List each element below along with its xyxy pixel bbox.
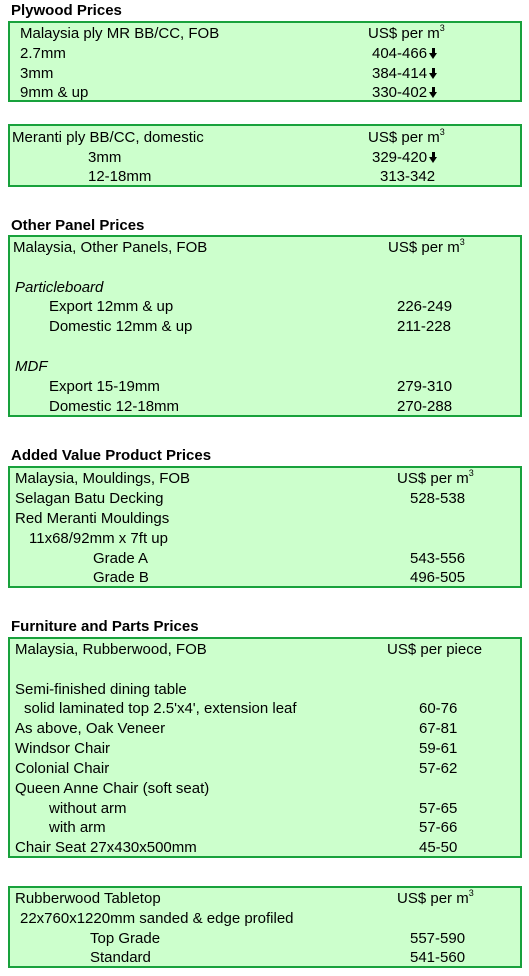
table-header bbox=[10, 889, 520, 908]
unit-label: US$ per piece bbox=[387, 641, 483, 658]
tabletop-table bbox=[8, 886, 522, 968]
row-label: Export 12mm & up bbox=[49, 298, 174, 315]
table-header bbox=[10, 24, 520, 43]
table-row bbox=[10, 64, 520, 83]
row-label: without arm bbox=[49, 800, 127, 817]
added-value-table bbox=[8, 466, 522, 588]
table-row bbox=[10, 377, 520, 396]
row-label: Export 15-19mm bbox=[49, 378, 160, 395]
table-header bbox=[10, 128, 520, 147]
row-value: 59-61 bbox=[419, 740, 458, 757]
table-row bbox=[10, 739, 520, 758]
row-value: 67-81 bbox=[419, 720, 458, 737]
row-value: 404-466 bbox=[372, 44, 438, 63]
row-label: with arm bbox=[49, 819, 106, 836]
other-panel-heading: Other Panel Prices bbox=[11, 217, 145, 234]
row-label: Chair Seat 27x430x500mm bbox=[15, 839, 197, 856]
table-row bbox=[10, 83, 520, 102]
row-label: 22x760x1220mm sanded & edge profiled bbox=[20, 910, 294, 927]
row-label: 11x68/92mm x 7ft up bbox=[29, 530, 168, 547]
down-arrow-icon bbox=[429, 87, 438, 98]
table-row bbox=[10, 838, 520, 857]
row-label: 3mm bbox=[20, 65, 54, 82]
row-value: 57-65 bbox=[419, 800, 458, 817]
table-title: Malaysia ply MR BB/CC, FOB bbox=[20, 25, 220, 42]
table-title: Malaysia, Other Panels, FOB bbox=[13, 239, 208, 256]
table-header bbox=[10, 469, 520, 488]
row-value: 528-538 bbox=[410, 490, 466, 507]
table-row bbox=[10, 568, 520, 587]
row-label: Windsor Chair bbox=[15, 740, 111, 757]
row-label: Colonial Chair bbox=[15, 760, 110, 777]
table-row bbox=[10, 549, 520, 568]
table-header bbox=[10, 238, 520, 257]
table-row bbox=[10, 680, 520, 699]
row-value: 45-50 bbox=[419, 839, 458, 856]
row-value: 60-76 bbox=[419, 700, 458, 717]
table-row bbox=[10, 44, 520, 63]
row-value: 541-560 bbox=[410, 949, 466, 966]
row-value: 543-556 bbox=[410, 550, 466, 567]
table-row bbox=[10, 397, 520, 416]
table-title: Rubberwood Tabletop bbox=[15, 890, 161, 907]
table-row bbox=[10, 779, 520, 798]
table-row bbox=[10, 948, 520, 967]
meranti-ply-table bbox=[8, 124, 522, 187]
particleboard-label: Particleboard bbox=[15, 279, 104, 296]
row-label: Queen Anne Chair (soft seat) bbox=[15, 780, 210, 797]
row-value: 57-62 bbox=[419, 760, 458, 777]
row-label: As above, Oak Veneer bbox=[15, 720, 166, 737]
furniture-heading: Furniture and Parts Prices bbox=[11, 618, 199, 635]
table-row bbox=[10, 818, 520, 837]
unit-label: US$ per $m^3$ bbox=[388, 237, 465, 256]
table-header bbox=[10, 640, 520, 659]
row-label: 9mm & up bbox=[20, 84, 89, 101]
row-value: 384-414 bbox=[372, 64, 438, 83]
row-label: Grade B bbox=[93, 569, 149, 586]
unit-label: US$ per $m^3$ bbox=[368, 127, 445, 146]
table-row bbox=[10, 317, 520, 336]
unit-label: US$ per $m^3$ bbox=[397, 468, 474, 487]
row-label: Top Grade bbox=[90, 930, 161, 947]
row-value: 270-288 bbox=[397, 398, 453, 415]
row-value: 226-249 bbox=[397, 298, 453, 315]
row-label: Selagan Batu Decking bbox=[15, 490, 164, 507]
other-panel-table bbox=[8, 235, 522, 417]
row-value: 313-342 bbox=[380, 168, 436, 185]
unit-label: US$ per $m^3$ bbox=[368, 23, 445, 42]
table-title: Malaysia, Mouldings, FOB bbox=[15, 470, 191, 487]
row-label: Domestic 12mm & up bbox=[49, 318, 193, 335]
down-arrow-icon bbox=[429, 48, 438, 59]
mdf-label: MDF bbox=[15, 358, 48, 375]
table-row bbox=[10, 509, 520, 528]
table-row bbox=[10, 529, 520, 548]
table-row bbox=[10, 699, 520, 718]
row-value: 57-66 bbox=[419, 819, 458, 836]
row-value: 330-402 bbox=[372, 83, 438, 102]
table-row bbox=[10, 148, 520, 167]
table-title: Meranti ply BB/CC, domestic bbox=[12, 129, 204, 146]
row-value: 329-420 bbox=[372, 148, 438, 167]
row-value: 279-310 bbox=[397, 378, 453, 395]
row-label: Domestic 12-18mm bbox=[49, 398, 180, 415]
added-value-heading: Added Value Product Prices bbox=[11, 447, 212, 464]
row-label: solid laminated top 2.5'x4', extension leaf bbox=[24, 700, 297, 717]
row-value: 557-590 bbox=[410, 930, 466, 947]
row-label: 2.7mm bbox=[20, 45, 66, 62]
row-label: 12-18mm bbox=[88, 168, 152, 185]
row-value: 211-228 bbox=[397, 318, 451, 335]
row-label: Semi-finished dining table bbox=[15, 681, 187, 698]
unit-label: US$ per $m^3$ bbox=[397, 888, 474, 907]
furniture-table bbox=[8, 637, 522, 858]
row-label: Red Meranti Mouldings bbox=[15, 510, 170, 527]
plywood-heading: Plywood Prices bbox=[11, 2, 122, 19]
table-row bbox=[10, 909, 520, 928]
row-label: 3mm bbox=[88, 149, 122, 166]
malaysia-ply-table bbox=[8, 21, 522, 102]
down-arrow-icon bbox=[429, 68, 438, 79]
table-row bbox=[10, 297, 520, 316]
table-row bbox=[10, 489, 520, 508]
table-title: Malaysia, Rubberwood, FOB bbox=[15, 641, 207, 658]
row-label: Grade A bbox=[93, 550, 149, 567]
table-row bbox=[10, 929, 520, 948]
down-arrow-icon bbox=[429, 152, 438, 163]
row-value: 496-505 bbox=[410, 569, 466, 586]
table-row bbox=[10, 719, 520, 738]
table-row bbox=[10, 759, 520, 778]
table-row bbox=[10, 167, 520, 186]
table-row bbox=[10, 799, 520, 818]
row-label: Standard bbox=[90, 949, 151, 966]
